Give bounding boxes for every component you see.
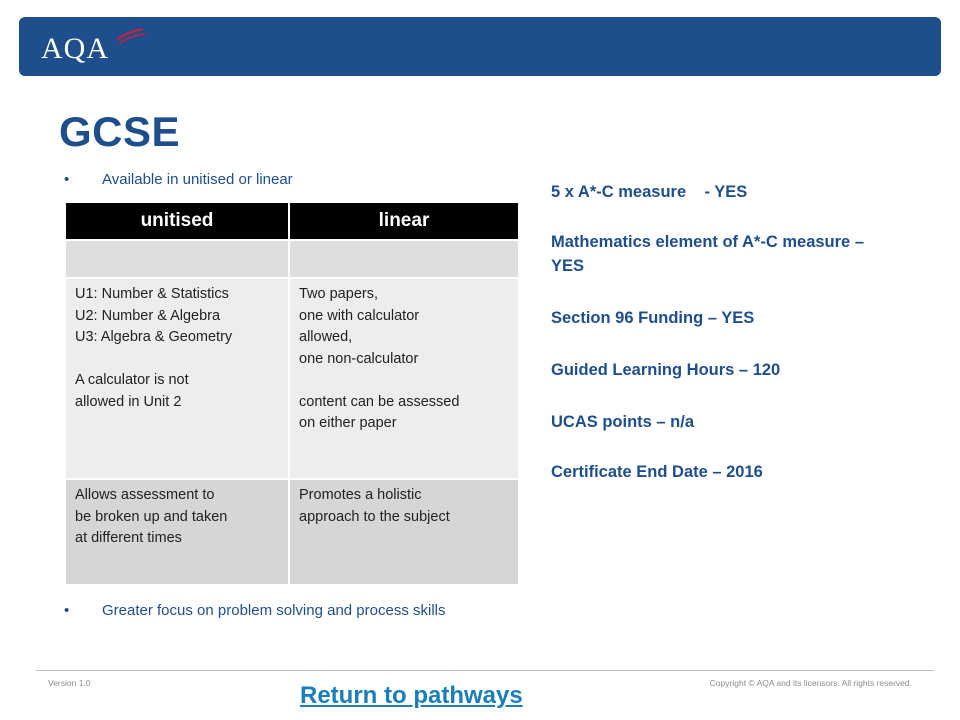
aqa-logo xyxy=(39,25,149,67)
cell-line: U3: Algebra & Geometry xyxy=(75,329,233,345)
version-label: Version 1.0 xyxy=(48,678,91,688)
bullet-availability xyxy=(64,171,464,191)
return-to-pathways-link[interactable]: Return to pathways xyxy=(300,682,523,709)
cell-line: one non-calculator xyxy=(299,350,419,367)
unitised-units-cell xyxy=(65,278,289,479)
comparison-table xyxy=(64,201,520,586)
linear-benefit-cell xyxy=(289,479,519,585)
empty-cell xyxy=(289,240,519,278)
page-title: GCSE xyxy=(59,108,181,155)
copyright-notice: Copyright © AQA and its licensors. All rights reserved. xyxy=(709,678,912,688)
cell-line: Allows assessment to xyxy=(75,487,215,503)
cell-line: allowed, xyxy=(299,329,353,345)
cell-line: U1: Number & Statistics xyxy=(75,286,229,302)
cell-line: Promotes a holistic xyxy=(299,487,422,503)
fact-measure: 5 x A*-C measure - YES xyxy=(551,183,748,201)
bullet-text: Available in unitised or linear xyxy=(102,171,293,188)
cell-line: on either paper xyxy=(299,415,397,431)
header-unitised: unitised xyxy=(65,202,289,240)
header-banner xyxy=(19,17,941,76)
fact-ucas: UCAS points – n/a xyxy=(551,413,695,431)
cell-line: one with calculator xyxy=(299,307,420,324)
bullet-text: Greater focus on problem solving and process skills xyxy=(102,602,446,619)
fact-funding: Section 96 Funding – YES xyxy=(551,309,755,327)
svg-text:AQA: AQA xyxy=(41,32,109,65)
unitised-benefit-cell xyxy=(65,479,289,585)
bullet-focus xyxy=(64,602,544,622)
cell-line: content can be assessed xyxy=(299,393,460,410)
bullet-dot: • xyxy=(64,171,70,188)
linear-papers-cell xyxy=(289,278,519,479)
table-row xyxy=(65,240,519,278)
cell-line: at different times xyxy=(75,530,182,546)
cell-line: approach to the subject xyxy=(299,508,450,525)
cell-line: A calculator is not xyxy=(75,372,189,388)
table-row xyxy=(65,479,519,585)
cell-line: Two papers, xyxy=(299,286,378,302)
fact-glh: Guided Learning Hours – 120 xyxy=(551,361,781,379)
cell-line: U2: Number & Algebra xyxy=(75,307,221,324)
cell-line: allowed in Unit 2 xyxy=(75,393,182,410)
header-linear: linear xyxy=(289,202,519,240)
fact-maths-element: Mathematics element of A*-C measure – YES xyxy=(551,233,864,275)
fact-end-date: Certificate End Date – 2016 xyxy=(551,463,763,481)
table-row xyxy=(65,278,519,479)
footer-divider xyxy=(36,670,934,671)
bullet-dot: • xyxy=(64,602,70,619)
empty-cell xyxy=(65,240,289,278)
cell-line: be broken up and taken xyxy=(75,508,228,525)
